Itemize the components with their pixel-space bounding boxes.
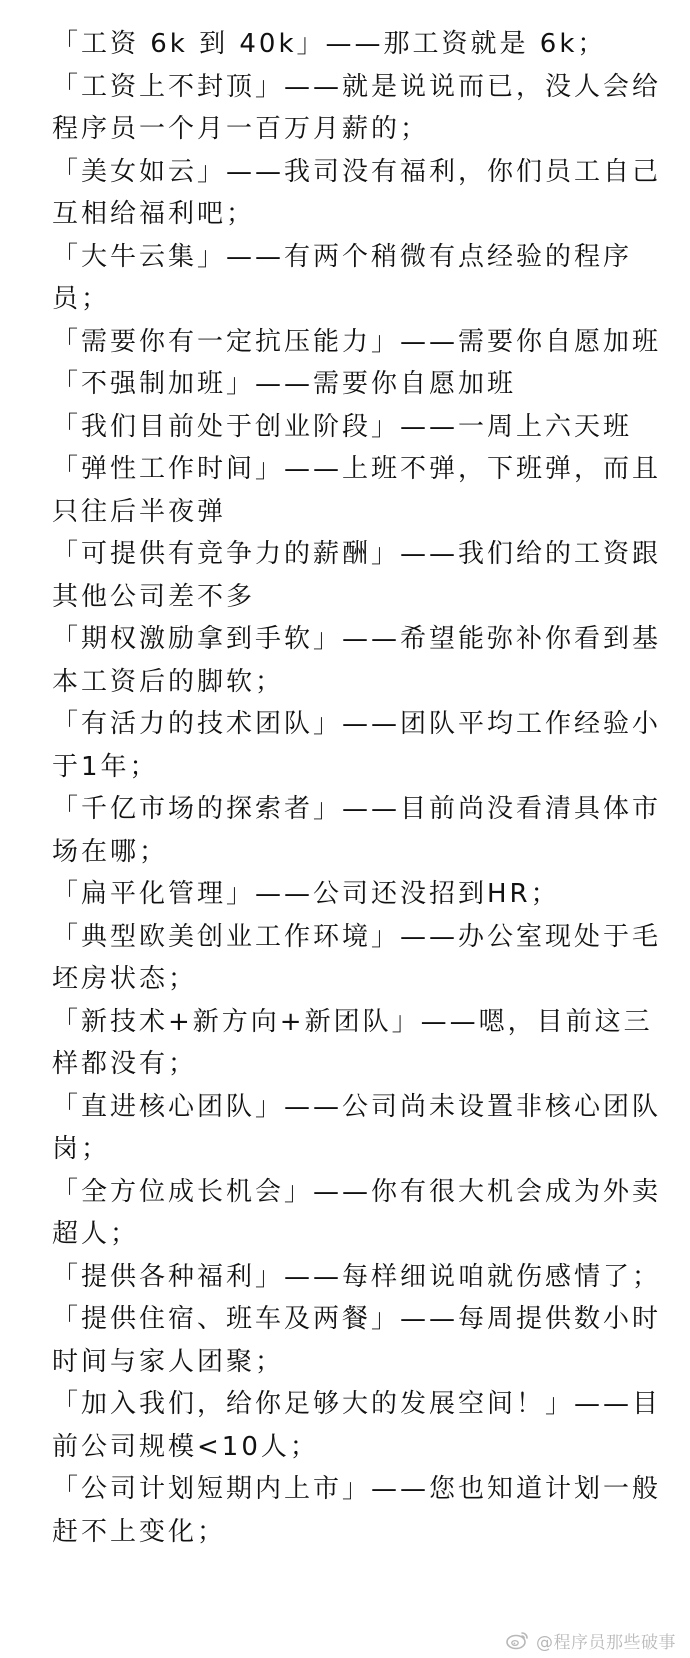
text-line: 岗； [52, 1134, 111, 1164]
weibo-icon [506, 1630, 530, 1650]
text-line: 「大牛云集」——有两个稍微有点经验的程序 [52, 242, 633, 272]
text-line: 赶不上变化； [52, 1517, 227, 1547]
text-line: 「需要你有一定抗压能力」——需要你自愿加班 [52, 327, 662, 357]
text-line: 其他公司差不多 [52, 582, 256, 612]
text-line: 「不强制加班」——需要你自愿加班 [52, 369, 517, 399]
text-line: 坯房状态； [52, 964, 198, 994]
text-line: 「我们目前处于创业阶段」——一周上六天班 [52, 412, 633, 442]
text-line: 互相给福利吧； [52, 199, 256, 229]
text-line: 「可提供有竞争力的薪酬」——我们给的工资跟 [52, 539, 662, 569]
text-line: 程序员一个月一百万月薪的； [52, 114, 430, 144]
text-line: 员； [52, 284, 111, 314]
text-line: 前公司规模<10人； [52, 1432, 319, 1462]
text-line: 「工资上不封顶」——就是说说而已，没人会给 [52, 72, 662, 102]
text-line: 「典型欧美创业工作环境」——办公室现处于毛 [52, 922, 662, 952]
text-line: 「千亿市场的探索者」——目前尚没看清具体市 [52, 794, 662, 824]
watermark-text: @程序员那些破事 [536, 1632, 676, 1653]
text-line: 「弹性工作时间」——上班不弹，下班弹，而且 [52, 454, 662, 484]
text-line: 「新技术+新方向+新团队」——嗯，目前这三 [52, 1007, 653, 1037]
text-line: 「美女如云」——我司没有福利，你们员工自己 [52, 157, 662, 187]
text-line: 「工资 6k 到 40k」——那工资就是 6k； [52, 29, 607, 59]
text-line: 「直进核心团队」——公司尚未设置非核心团队 [52, 1092, 662, 1122]
text-line: 「提供各种福利」——每样细说咱就伤感情了； [52, 1262, 662, 1292]
text-line: 「全方位成长机会」——你有很大机会成为外卖 [52, 1177, 662, 1207]
text-line: 「公司计划短期内上市」——您也知道计划一般 [52, 1474, 662, 1504]
watermark [506, 1628, 676, 1652]
text-line: 本工资后的脚软； [52, 667, 285, 697]
text-line: 于1年； [52, 752, 159, 782]
text-line: 「提供住宿、班车及两餐」——每周提供数小时 [52, 1304, 662, 1334]
text-line: 样都没有； [52, 1049, 198, 1079]
text-line: 「有活力的技术团队」——团队平均工作经验小 [52, 709, 662, 739]
text-line: 「加入我们，给你足够大的发展空间！」——目 [52, 1389, 662, 1419]
text-line: 只往后半夜弹 [52, 497, 227, 527]
text-line: 「期权激励拿到手软」——希望能弥补你看到基 [52, 624, 662, 654]
text-line: 场在哪； [52, 837, 169, 867]
text-line: 「扁平化管理」——公司还没招到HR； [52, 879, 560, 909]
text-line: 超人； [52, 1219, 140, 1249]
text-line: 时间与家人团聚； [52, 1347, 285, 1377]
